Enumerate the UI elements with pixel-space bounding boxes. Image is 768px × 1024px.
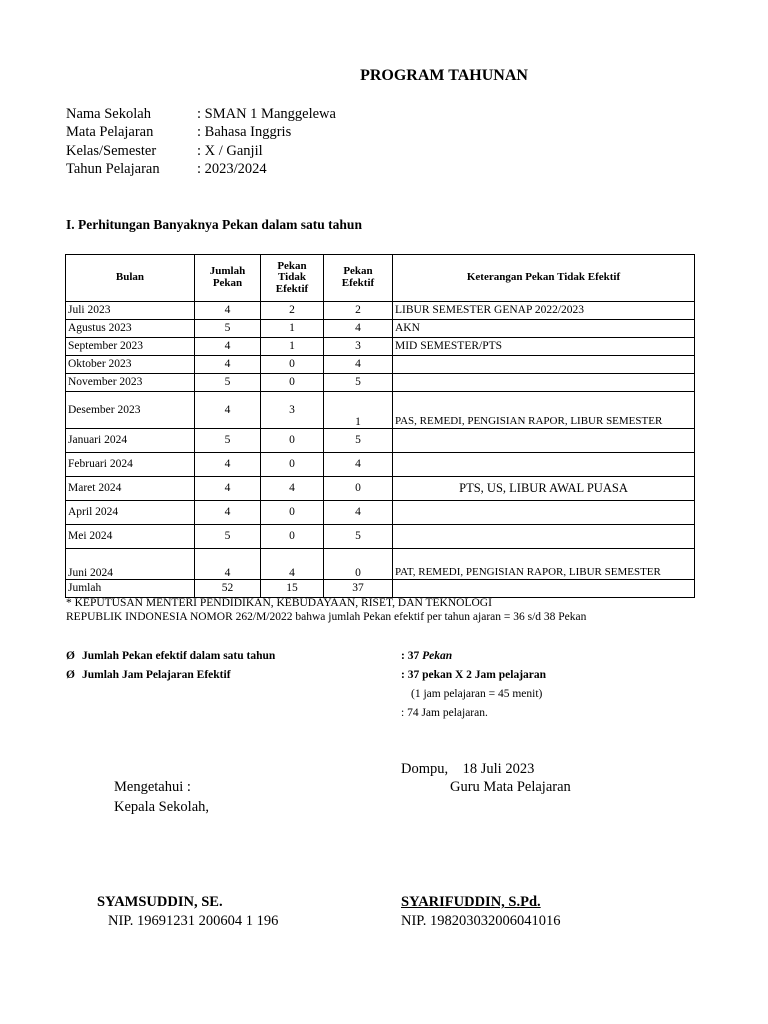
cell-efektif: 4 — [324, 356, 393, 374]
cell-efektif: 4 — [324, 320, 393, 338]
table-row — [66, 525, 695, 549]
cell-keterangan — [393, 356, 695, 374]
section-title: I. Perhitungan Banyaknya Pekan dalam satu tahun — [66, 217, 362, 232]
cell-bulan: November 2023 — [66, 374, 195, 392]
info-value: : X / Ganjil — [197, 143, 263, 159]
principal-nip: NIP. 19691231 200604 1 196 — [108, 913, 279, 929]
summary-item-label: Jumlah Pekan efektif dalam satu tahun — [82, 650, 276, 662]
cell-efektif: 2 — [324, 302, 393, 320]
summary-value-unit: Pekan — [422, 650, 453, 662]
teacher-role: Guru Mata Pelajaran — [450, 779, 571, 795]
cell-efektif: 1 — [324, 392, 393, 429]
cell-keterangan: PAS, REMEDI, PENGISIAN RAPOR, LIBUR SEMESTER — [393, 392, 695, 429]
cell-keterangan — [393, 501, 695, 525]
header-pekan-efektif: Pekan Efektif — [324, 255, 393, 302]
table-row — [66, 477, 695, 501]
cell-keterangan: AKN — [393, 320, 695, 338]
cell-efektif: 5 — [324, 374, 393, 392]
table-row — [66, 320, 695, 338]
bullet-icon: Ø — [66, 669, 75, 681]
table-row — [66, 374, 695, 392]
cell-bulan: September 2023 — [66, 338, 195, 356]
cell-efektif: 0 — [324, 477, 393, 501]
cell-jumlah: 4 — [195, 302, 261, 320]
table-row — [66, 338, 695, 356]
summary-note: (1 jam pelajaran = 45 menit) — [411, 688, 543, 700]
place-date: Dompu, 18 Juli 2023 — [401, 761, 535, 777]
cell-keterangan — [393, 453, 695, 477]
cell-jumlah: 5 — [195, 429, 261, 453]
cell-efektif: 0 — [324, 549, 393, 580]
summary-value-prefix: : 37 — [401, 650, 423, 662]
weeks-table — [65, 254, 695, 598]
table-row — [66, 392, 695, 429]
cell-tidak: 1 — [261, 320, 324, 338]
cell-bulan: April 2024 — [66, 501, 195, 525]
cell-jumlah: 4 — [195, 392, 261, 429]
table-row — [66, 429, 695, 453]
cell-efektif: 3 — [324, 338, 393, 356]
cell-tidak: 0 — [261, 356, 324, 374]
cell-keterangan: LIBUR SEMESTER GENAP 2022/2023 — [393, 302, 695, 320]
summary-item-value — [401, 650, 452, 662]
footnote-line-2: REPUBLIK INDONESIA NOMOR 262/M/2022 bahwa jumlah Pekan efektif per tahun ajaran = 36 s/d 38 Pekan — [66, 611, 587, 623]
info-label: Kelas/Semester — [66, 143, 157, 159]
info-label: Nama Sekolah — [66, 106, 151, 122]
page-title: PROGRAM TAHUNAN — [360, 67, 528, 84]
header-jumlah-pekan: Jumlah Pekan — [195, 255, 261, 302]
total-efektif: 37 — [324, 580, 393, 598]
teacher-name: SYARIFUDDIN, S.Pd. — [401, 894, 541, 910]
table-header-row — [66, 255, 695, 302]
cell-tidak: 2 — [261, 302, 324, 320]
cell-bulan: Oktober 2023 — [66, 356, 195, 374]
cell-keterangan — [393, 525, 695, 549]
cell-bulan: Desember 2023 — [66, 392, 195, 429]
cell-tidak: 4 — [261, 549, 324, 580]
cell-bulan: Juli 2023 — [66, 302, 195, 320]
cell-bulan: Mei 2024 — [66, 525, 195, 549]
cell-tidak: 0 — [261, 374, 324, 392]
principal-role: Kepala Sekolah, — [114, 799, 210, 815]
footnote-line-1: * KEPUTUSAN MENTERI PENDIDIKAN, KEBUDAYAAN, RISET, DAN TEKNOLOGI — [66, 597, 492, 609]
cell-efektif: 4 — [324, 501, 393, 525]
cell-jumlah: 4 — [195, 549, 261, 580]
cell-keterangan — [393, 429, 695, 453]
info-label: Tahun Pelajaran — [66, 161, 160, 177]
table-row — [66, 549, 695, 580]
header-bulan: Bulan — [66, 255, 195, 302]
principal-name: SYAMSUDDIN, SE. — [97, 894, 223, 910]
cell-bulan: Januari 2024 — [66, 429, 195, 453]
info-value: : 2023/2024 — [197, 161, 267, 177]
table-row — [66, 356, 695, 374]
table-total-row — [66, 580, 695, 598]
cell-jumlah: 5 — [195, 525, 261, 549]
cell-tidak: 0 — [261, 429, 324, 453]
cell-keterangan: PAT, REMEDI, PENGISIAN RAPOR, LIBUR SEMESTER — [393, 549, 695, 580]
cell-bulan: Februari 2024 — [66, 453, 195, 477]
total-label: Jumlah — [66, 580, 195, 598]
cell-efektif: 5 — [324, 429, 393, 453]
cell-bulan: Juni 2024 — [66, 549, 195, 580]
cell-keterangan: PTS, US, LIBUR AWAL PUASA — [393, 477, 695, 501]
cell-jumlah: 4 — [195, 356, 261, 374]
cell-jumlah: 5 — [195, 374, 261, 392]
table-row — [66, 453, 695, 477]
cell-jumlah: 4 — [195, 338, 261, 356]
acknowledged-label: Mengetahui : — [114, 779, 191, 795]
teacher-nip: NIP. 198203032006041016 — [401, 913, 561, 929]
summary-item-label: Jumlah Jam Pelajaran Efektif — [82, 669, 231, 681]
cell-jumlah: 4 — [195, 453, 261, 477]
info-value: : SMAN 1 Manggelewa — [197, 106, 336, 122]
cell-jumlah: 4 — [195, 501, 261, 525]
cell-jumlah: 4 — [195, 477, 261, 501]
cell-jumlah: 5 — [195, 320, 261, 338]
total-jumlah: 52 — [195, 580, 261, 598]
cell-bulan: Maret 2024 — [66, 477, 195, 501]
cell-efektif: 4 — [324, 453, 393, 477]
summary-item-value: : 37 pekan X 2 Jam pelajaran — [401, 669, 547, 681]
cell-efektif: 5 — [324, 525, 393, 549]
cell-tidak: 3 — [261, 392, 324, 429]
bullet-icon: Ø — [66, 650, 75, 662]
cell-tidak: 1 — [261, 338, 324, 356]
cell-tidak: 0 — [261, 525, 324, 549]
info-label: Mata Pelajaran — [66, 124, 154, 140]
header-pekan-tidak-efektif: Pekan Tidak Efektif — [261, 255, 324, 302]
cell-tidak: 4 — [261, 477, 324, 501]
info-value: : Bahasa Inggris — [197, 124, 292, 140]
cell-tidak: 0 — [261, 453, 324, 477]
cell-keterangan: MID SEMESTER/PTS — [393, 338, 695, 356]
table-row — [66, 501, 695, 525]
header-keterangan: Keterangan Pekan Tidak Efektif — [393, 255, 695, 302]
summary-result: : 74 Jam pelajaran. — [401, 707, 488, 719]
total-keterangan — [393, 580, 695, 598]
cell-bulan: Agustus 2023 — [66, 320, 195, 338]
table-row — [66, 302, 695, 320]
cell-keterangan — [393, 374, 695, 392]
cell-tidak: 0 — [261, 501, 324, 525]
total-tidak: 15 — [261, 580, 324, 598]
